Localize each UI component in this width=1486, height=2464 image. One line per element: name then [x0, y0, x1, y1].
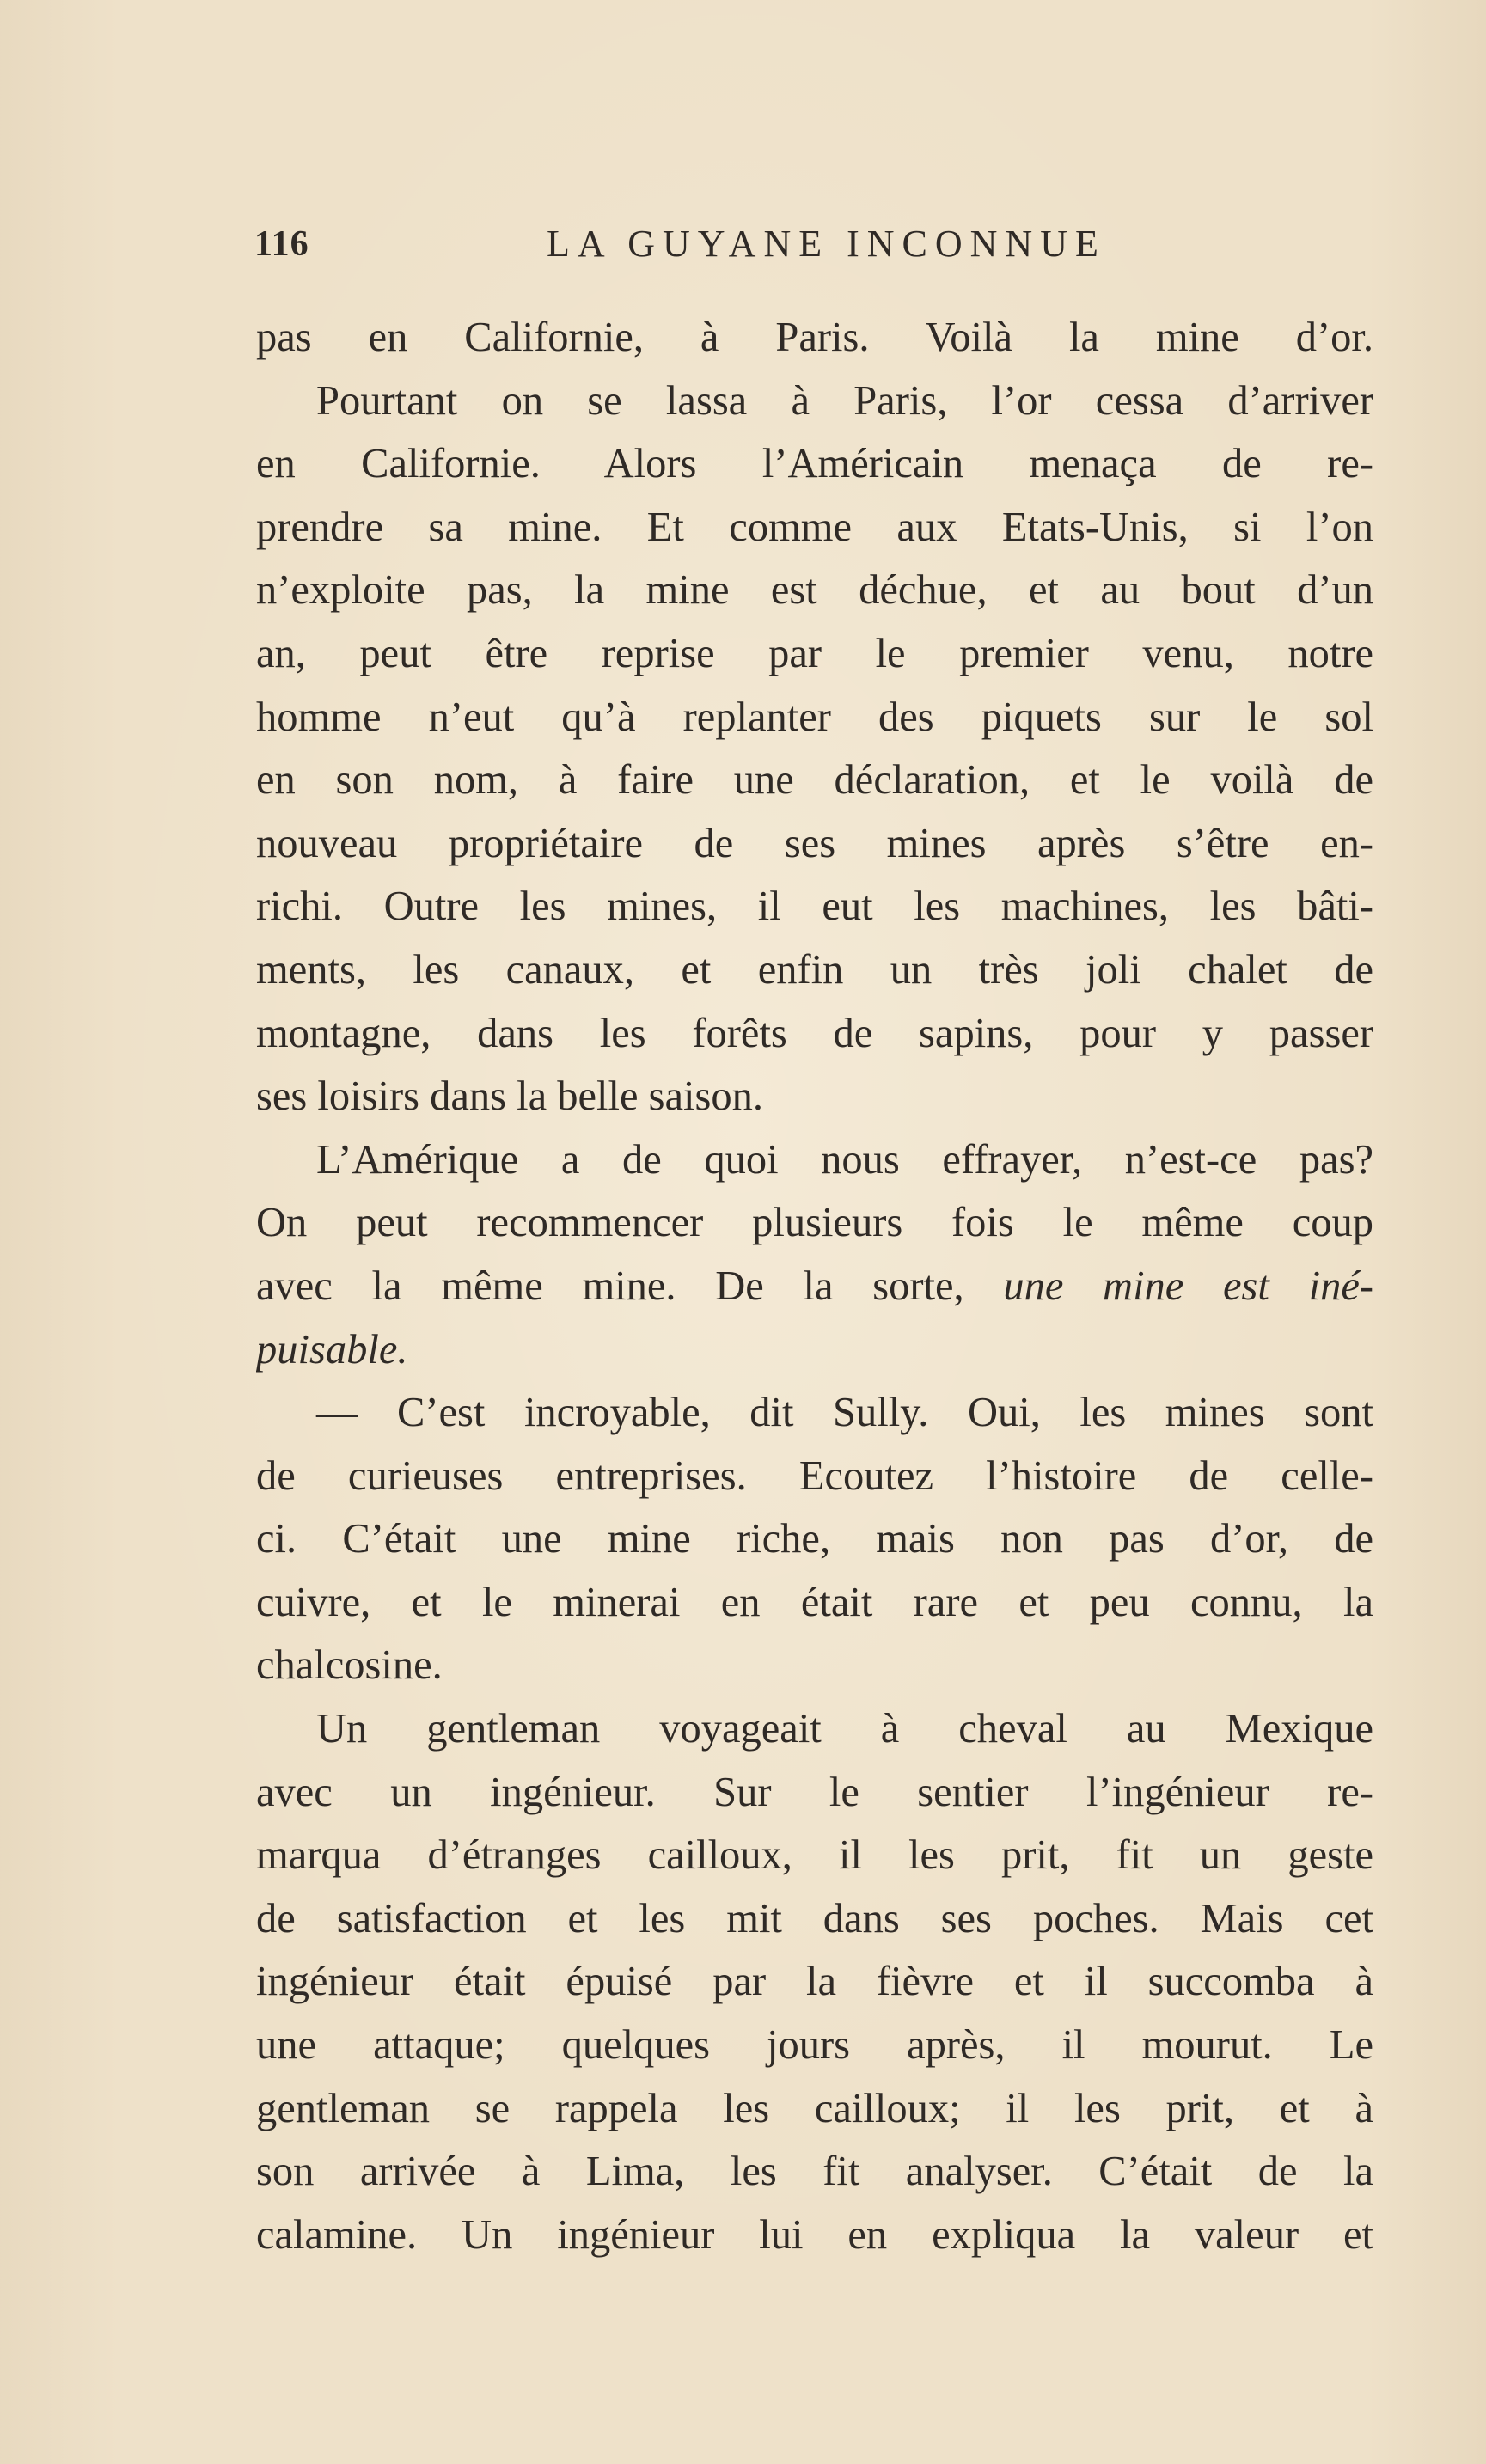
text-line: an, peut être reprise par le premier venu, notre: [256, 630, 1373, 676]
text-line: homme n’eut qu’à replanter des piquets sur le sol: [256, 694, 1373, 740]
text-line: avec un ingénieur. Sur le sentier l’ingénieur re-: [256, 1769, 1373, 1815]
text-line: de curieuses entreprises. Ecoutez l’histoire de celle-: [256, 1452, 1373, 1499]
text-line: [256, 1318, 1373, 1382]
text-line: prendre sa mine. Et comme aux Etats-Unis, si l’on: [256, 504, 1373, 550]
text-line: Pourtant on se lassa à Paris, l’or cessa d’arriver: [316, 377, 1373, 424]
text-line: en son nom, à faire une déclaration, et le voilà de: [256, 757, 1373, 804]
text-line: On peut recommencer plusieurs fois le même coup: [256, 1200, 1373, 1246]
text-line: richi. Outre les mines, il eut les machines, les bâti-: [256, 883, 1373, 930]
text-line: ci. C’était une mine riche, mais non pas d’or, de: [256, 1516, 1373, 1562]
body-text: [256, 306, 1373, 2266]
text-line: Un gentleman voyageait à cheval au Mexique: [316, 1706, 1373, 1752]
text-line: montagne, dans les forêts de sapins, pour y passer: [256, 1010, 1373, 1056]
text-line: ses loisirs dans la belle saison.: [256, 1073, 764, 1120]
text-segment: avec la même mine. De la sorte,: [256, 1263, 964, 1309]
italic-text-segment: puisable.: [256, 1326, 408, 1373]
text-line: une attaque; quelques jours après, il mourut. Le: [256, 2022, 1373, 2069]
text-line: de satisfaction et les mit dans ses poches. Mais cet: [256, 1895, 1373, 1941]
running-title: LA GUYANE INCONNUE: [547, 223, 1106, 265]
italic-text-segment: une mine est iné-: [1003, 1263, 1373, 1309]
page-header: [254, 220, 1372, 268]
text-line: son arrivée à Lima, les fit analyser. C’était de la: [256, 2149, 1373, 2195]
text-line: nouveau propriétaire de ses mines après s’être en-: [256, 820, 1373, 866]
text-line-with-italic: [256, 1255, 1373, 1318]
text-line: L’Amérique a de quoi nous effrayer, n’est-ce pas?: [316, 1136, 1373, 1183]
text-line: cuivre, et le minerai en était rare et peu connu, la: [256, 1579, 1373, 1625]
text-line: n’exploite pas, la mine est déchue, et au bout d’un: [256, 567, 1373, 614]
text-line: chalcosine.: [256, 1642, 443, 1689]
text-line: ments, les canaux, et enfin un très joli chalet de: [256, 946, 1373, 993]
text-line: ingénieur était épuisé par la fièvre et il succomba à: [256, 1959, 1373, 2005]
text-line: — C’est incroyable, dit Sully. Oui, les mines sont: [316, 1390, 1373, 1436]
text-line: en Californie. Alors l’Américain menaça de re-: [256, 441, 1373, 487]
text-line: calamine. Un ingénieur lui en expliqua la valeur et: [256, 2211, 1373, 2258]
page-number: 116: [254, 224, 309, 264]
text-line: pas en Californie, à Paris. Voilà la mine d’or.: [256, 315, 1373, 360]
text-line: gentleman se rappela les cailloux; il les prit, et à: [256, 2085, 1373, 2131]
text-line: marqua d’étranges cailloux, il les prit, fit un geste: [256, 1832, 1373, 1879]
